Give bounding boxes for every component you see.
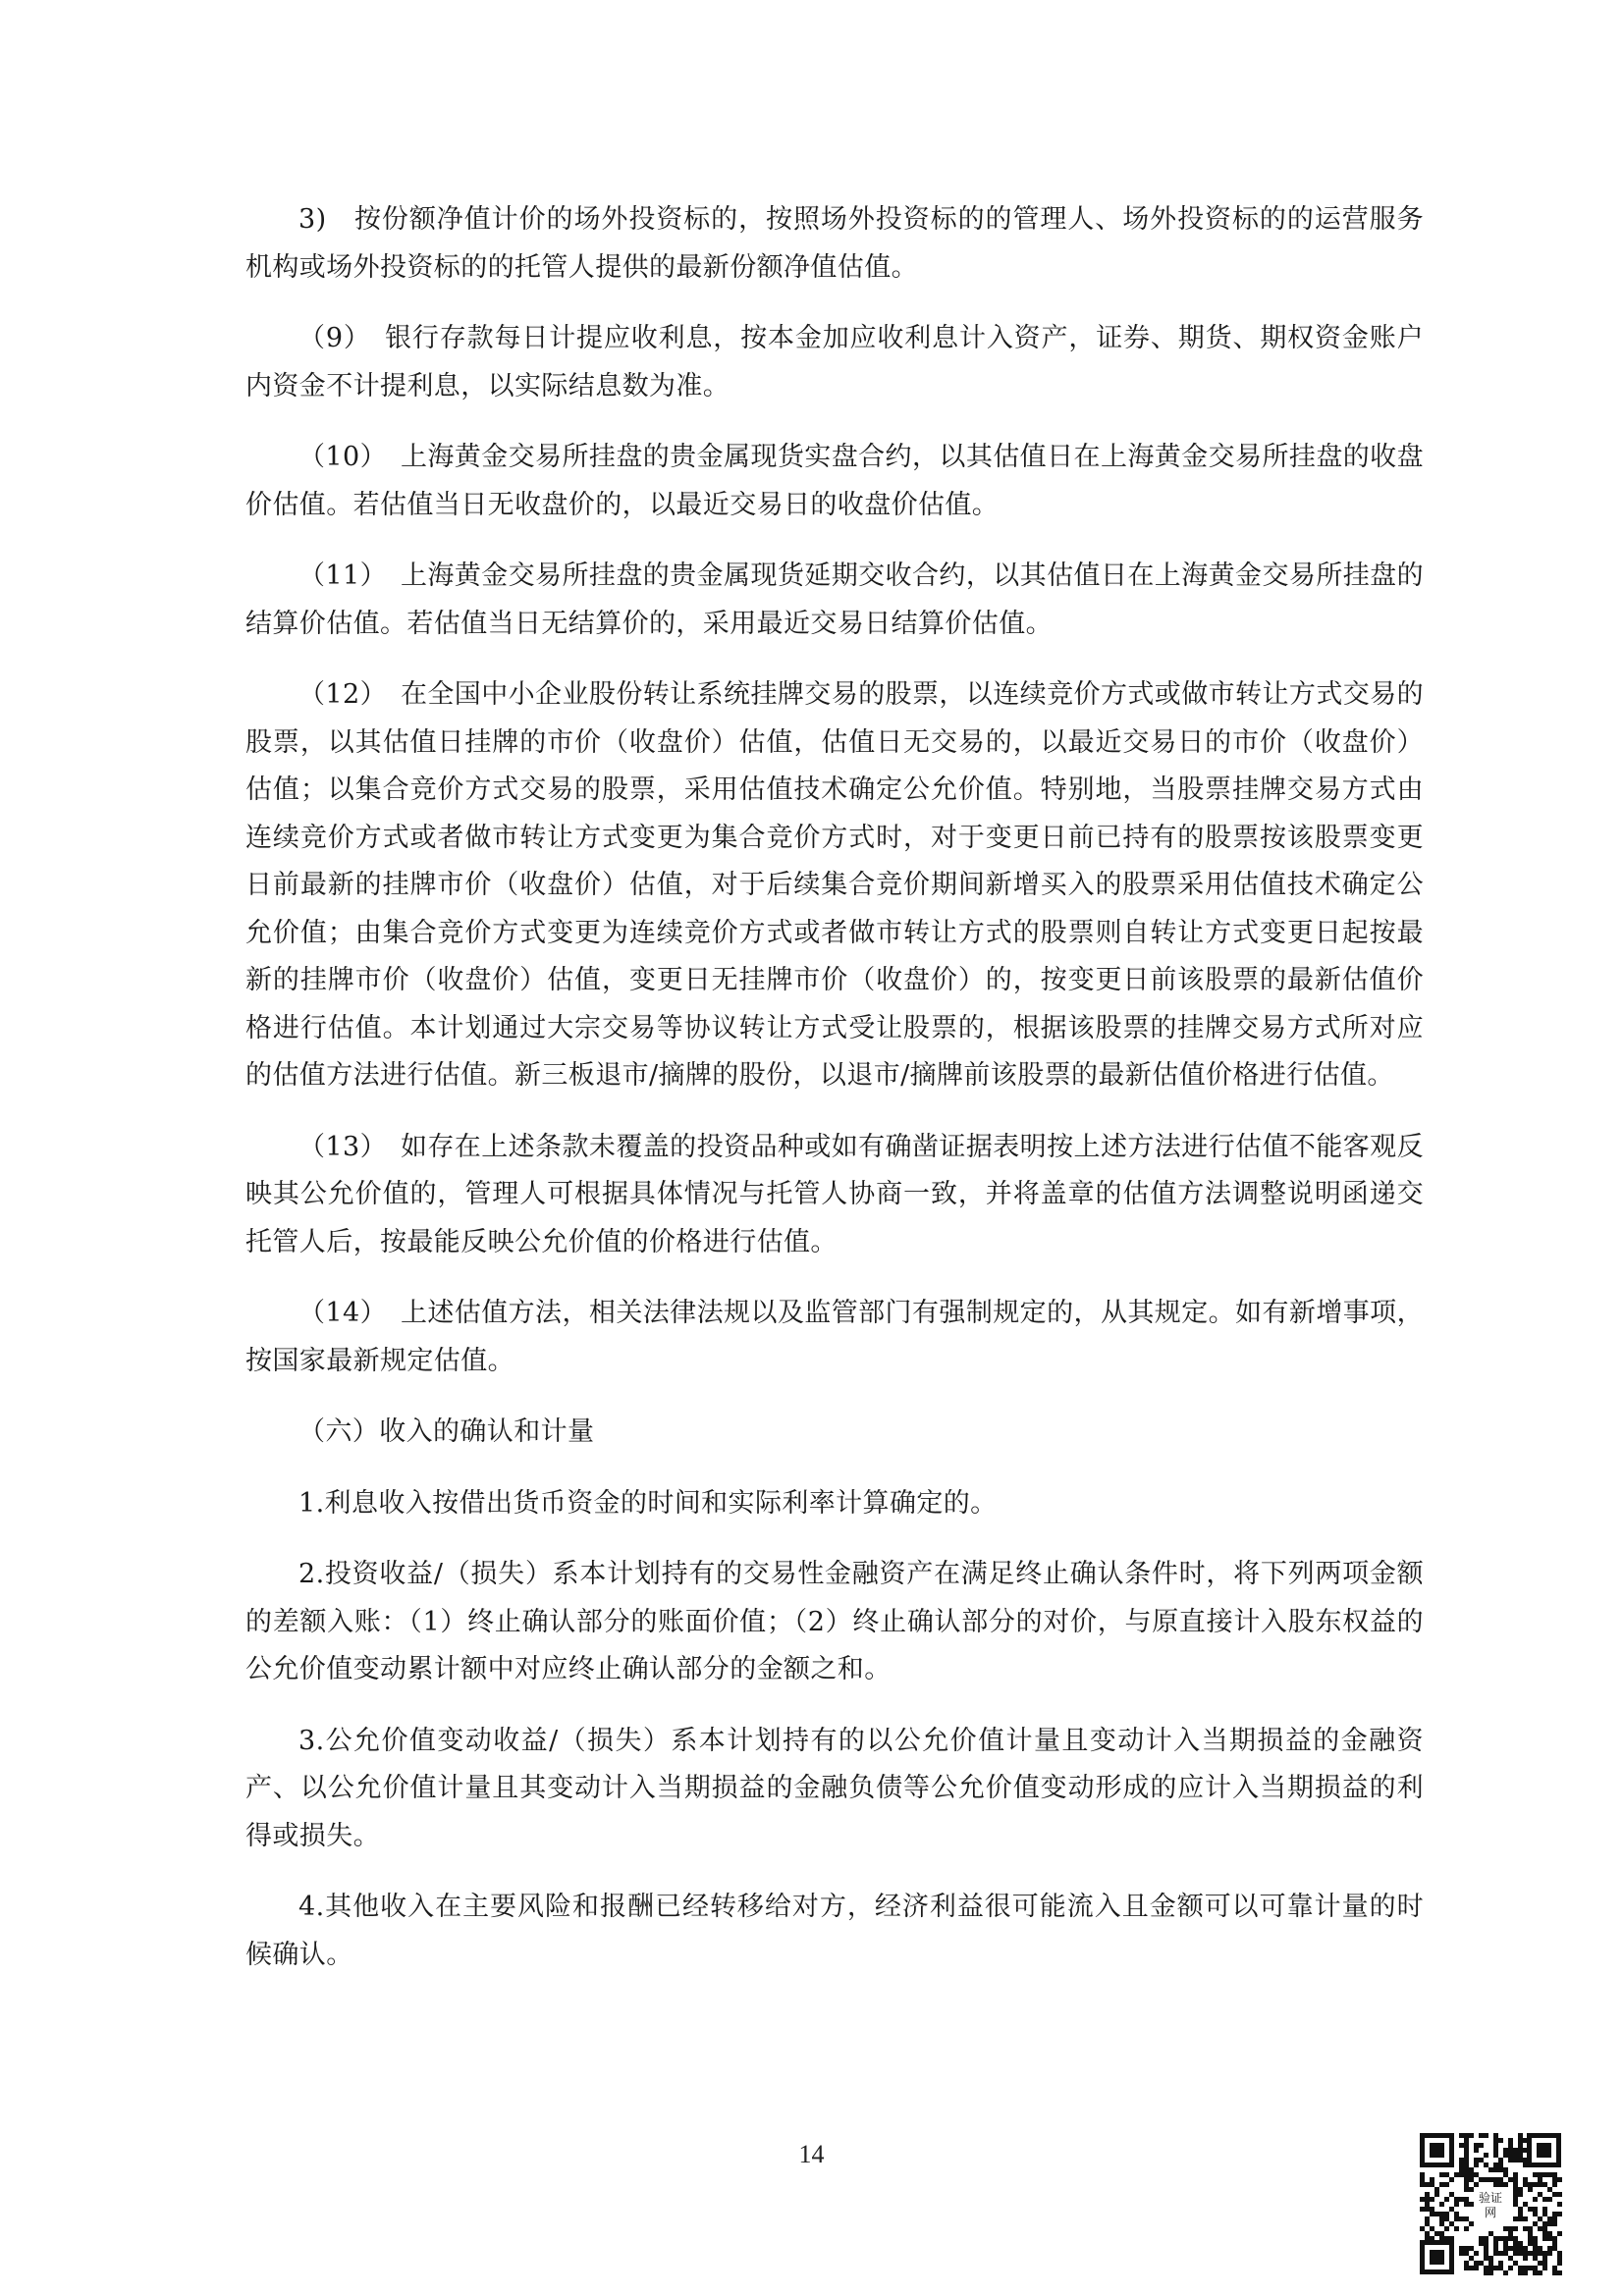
section-heading: （六）收入的确认和计量 <box>298 1416 595 1447</box>
page-number: 14 <box>798 2140 825 2168</box>
paragraph: （10） 上海黄金交易所挂盘的贵金属现货实盘合约，以其估值日在上海黄金交易所挂盘的收盘价估值。若估值当日无收盘价的，以最近交易日的收盘价估值。 <box>245 442 1424 520</box>
paragraph: 2.投资收益/（损失）系本计划持有的交易性金融资产在满足终止确认条件时，将下列两项金额的差额入账：（1）终止确认部分的账面价值；（2）终止确认部分的对价，与原直接计入股东权益的公允价值变动累计额中对应终止确认部分的金额之和。 <box>245 1559 1424 1684</box>
svg-text:网: 网 <box>1484 2206 1497 2219</box>
paragraph: （13） 如存在上述条款未覆盖的投资品种或如有确凿证据表明按上述方法进行估值不能客观反映其公允价值的，管理人可根据具体情况与托管人协商一致，并将盖章的估值方法调整说明函递交托管人后，按最能反映公允价值的价格进行估值。 <box>245 1131 1424 1257</box>
paragraph: （11） 上海黄金交易所挂盘的贵金属现货延期交收合约，以其估值日在上海黄金交易所挂盘的结算价估值。若估值当日无结算价的，采用最近交易日结算价估值。 <box>245 561 1424 639</box>
paragraph: 3) 按份额净值计价的场外投资标的，按照场外投资标的的管理人、场外投资标的的运营服务机构或场外投资标的的托管人提供的最新份额净值估值。 <box>245 204 1424 283</box>
paragraph: 4.其他收入在主要风险和报酬已经转移给对方，经济利益很可能流入且金额可以可靠计量的时候确认。 <box>245 1892 1424 1970</box>
qr-overlay-label: 验证 <box>1478 2191 1503 2205</box>
document-body <box>245 196 1424 2002</box>
qr-code-icon <box>1417 2130 1564 2277</box>
paragraph: 3.公允价值变动收益/（损失）系本计划持有的以公允价值计量且变动计入当期损益的金融资产、以公允价值计量且其变动计入当期损益的金融负债等公允价值变动形成的应计入当期损益的利得或损失。 <box>245 1725 1424 1851</box>
paragraph: （12） 在全国中小企业股份转让系统挂牌交易的股票，以连续竞价方式或做市转让方式交易的股票，以其估值日挂牌的市价（收盘价）估值，估值日无交易的，以最近交易日的市价（收盘价）估值；以集合竞价方式交易的股票，采用估值技术确定公允价值。特别地，当股票挂牌交易方式由连续竞价方式或者做市转让方式变更为集合竞价方式时，对于变更日前已持有的股票按该股票变更日前最新的挂牌市价（收盘价）估值，对于后续集合竞价期间新增买入的股票采用估值技术确定公允价值；由集合竞价方式变更为连续竞价方式或者做市转让方式的股票则自转让方式变更日起按最新的挂牌市价（收盘价）估值，变更日无挂牌市价（收盘价）的，按变更日前该股票的最新估值价格进行估值。本计划通过大宗交易等协议转让方式受让股票的，根据该股票的挂牌交易方式所对应的估值方法进行估值。新三板退市/摘牌的股份，以退市/摘牌前该股票的最新估值价格进行估值。 <box>245 679 1424 1091</box>
paragraph: （9） 银行存款每日计提应收利息，按本金加应收利息计入资产，证券、期货、期权资金账户内资金不计提利息，以实际结息数为准。 <box>245 323 1424 401</box>
paragraph: （14） 上述估值方法，相关法律法规以及监管部门有强制规定的，从其规定。如有新增事项，按国家最新规定估值。 <box>245 1298 1424 1376</box>
paragraph: 1.利息收入按借出货币资金的时间和实际利率计算确定的。 <box>298 1487 998 1519</box>
